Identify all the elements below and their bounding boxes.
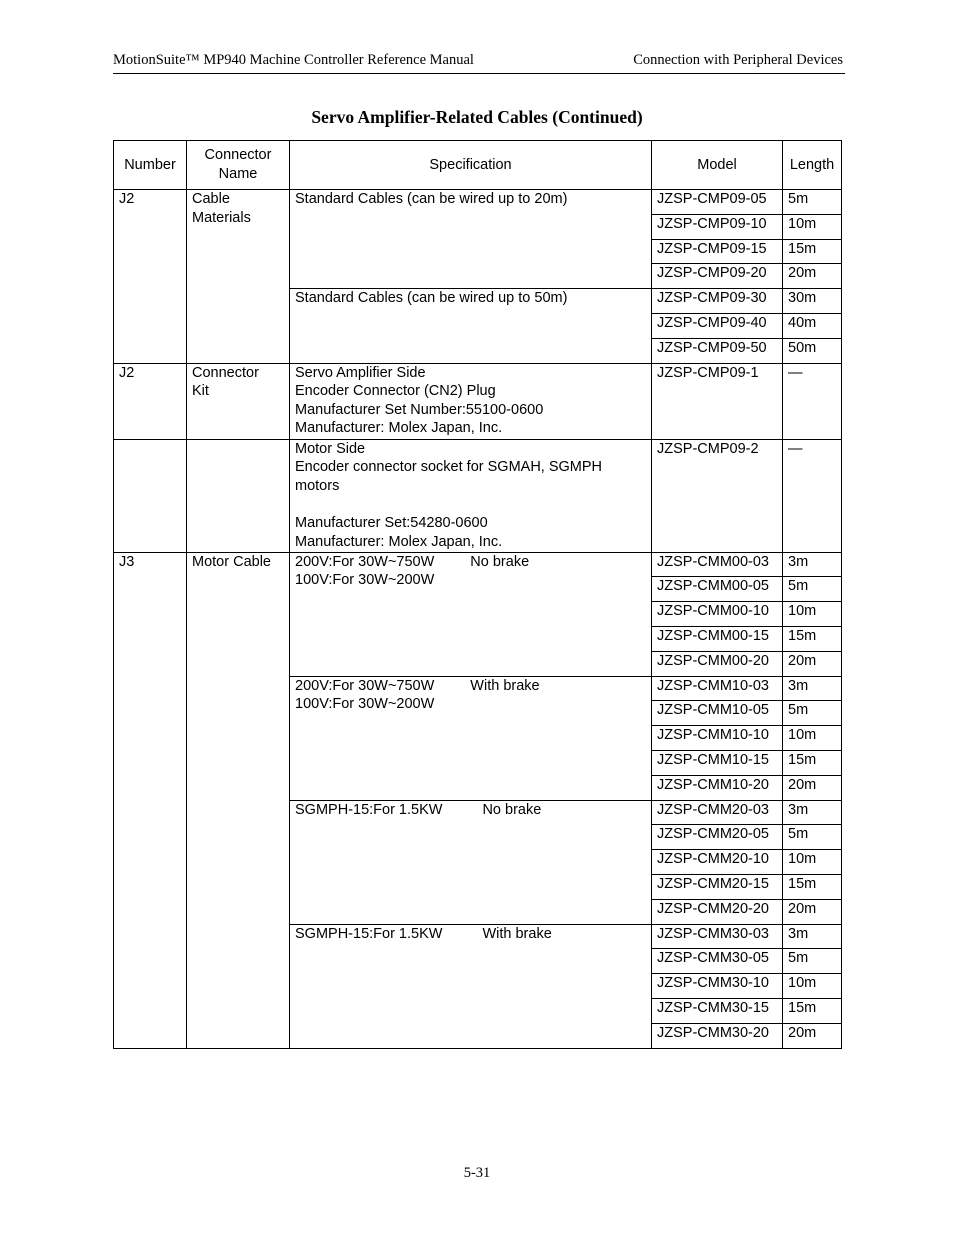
cell-length: 3m	[783, 800, 842, 825]
cell-length: 10m	[783, 974, 842, 999]
table-row	[114, 552, 842, 577]
cell-length: 5m	[783, 825, 842, 850]
cell-length: 10m	[783, 726, 842, 751]
column-header-length: Length	[783, 141, 842, 190]
cell-name-line2: Kit	[192, 383, 209, 400]
cell-number	[114, 439, 187, 552]
cell-length: 50m	[783, 338, 842, 363]
spec-brake: With brake	[470, 677, 540, 694]
column-header-specification: Specification	[290, 141, 652, 190]
cell-length: 3m	[783, 552, 842, 577]
cell-length: 10m	[783, 602, 842, 627]
page-number: 5-31	[463, 1165, 491, 1181]
cell-length: —	[783, 363, 842, 439]
cell-length: 15m	[783, 874, 842, 899]
spec-line: Manufacturer Set:54280-0600	[295, 514, 488, 531]
spec-line: Manufacturer: Molex Japan, Inc.	[295, 533, 503, 550]
cell-connector-name	[187, 363, 290, 439]
cell-specification	[290, 676, 652, 800]
spec-line: 100V:For 30W~200W	[295, 696, 435, 713]
cell-number: J2	[114, 190, 187, 364]
column-header-number: Number	[114, 141, 187, 190]
cell-name-line1: Cable	[192, 191, 230, 207]
spec-brake: No brake	[470, 553, 530, 570]
cell-specification	[290, 800, 652, 924]
spec-line: Servo Amplifier Side	[295, 364, 426, 381]
cell-length: 15m	[783, 239, 842, 264]
cell-model: JZSP-CMM30-20	[652, 1023, 783, 1048]
cell-model: JZSP-CMM00-10	[652, 602, 783, 627]
cell-name-line1: Connector	[192, 364, 259, 381]
cell-length: 5m	[783, 190, 842, 215]
cell-model: JZSP-CMP09-50	[652, 338, 783, 363]
cell-length: 15m	[783, 750, 842, 775]
cell-number: J2	[114, 363, 187, 439]
spec-spacer	[295, 495, 646, 514]
page-header	[113, 50, 845, 74]
cell-length: 40m	[783, 313, 842, 338]
cell-model: JZSP-CMM30-05	[652, 949, 783, 974]
column-header-connector-name	[187, 141, 290, 190]
spec-line: Motor Side	[295, 440, 366, 457]
spec-line: Encoder Connector (CN2) Plug	[295, 383, 496, 400]
cell-model: JZSP-CMM30-03	[652, 924, 783, 949]
cell-model: JZSP-CMM20-20	[652, 899, 783, 924]
cell-model: JZSP-CMP09-30	[652, 289, 783, 314]
spec-line	[295, 553, 646, 572]
spec-voltage: 200V:For 30W~750W	[295, 677, 435, 694]
cell-length: 10m	[783, 214, 842, 239]
cell-model: JZSP-CMM30-15	[652, 998, 783, 1023]
spec-line	[295, 677, 646, 696]
cell-model: JZSP-CMM00-15	[652, 626, 783, 651]
cell-specification	[290, 363, 652, 439]
spec-motor: SGMPH-15:For 1.5KW	[295, 925, 443, 942]
cell-model: JZSP-CMP09-20	[652, 264, 783, 289]
cell-length: 20m	[783, 899, 842, 924]
cell-model: JZSP-CMM10-03	[652, 676, 783, 701]
table-row	[114, 190, 842, 215]
cell-length: —	[783, 439, 842, 552]
cell-connector-name: Motor Cable	[187, 552, 290, 1048]
spec-motor: SGMPH-15:For 1.5KW	[295, 801, 443, 818]
cell-model: JZSP-CMM10-10	[652, 726, 783, 751]
cell-model: JZSP-CMP09-15	[652, 239, 783, 264]
cell-model: JZSP-CMM10-15	[652, 750, 783, 775]
cell-specification	[290, 552, 652, 676]
cell-model: JZSP-CMM30-10	[652, 974, 783, 999]
table-header-row	[114, 141, 842, 190]
cell-model: JZSP-CMP09-10	[652, 214, 783, 239]
cell-specification	[290, 924, 652, 1048]
cell-model: JZSP-CMP09-40	[652, 313, 783, 338]
cell-specification: Standard Cables (can be wired up to 50m)	[290, 289, 652, 363]
cell-length: 5m	[783, 949, 842, 974]
cell-length: 20m	[783, 651, 842, 676]
cell-length: 3m	[783, 676, 842, 701]
cell-length: 10m	[783, 850, 842, 875]
cell-length: 20m	[783, 775, 842, 800]
cell-model: JZSP-CMM10-05	[652, 701, 783, 726]
cell-model: JZSP-CMM20-10	[652, 850, 783, 875]
column-header-model: Model	[652, 141, 783, 190]
header-manual-title: MotionSuite™ MP940 Machine Controller Reference Manual	[113, 52, 474, 68]
cell-model: JZSP-CMM20-03	[652, 800, 783, 825]
cell-model: JZSP-CMM00-20	[652, 651, 783, 676]
cell-length: 20m	[783, 264, 842, 289]
table-title: Servo Amplifier-Related Cables (Continued)	[311, 107, 643, 127]
column-header-connector-line2: Name	[218, 166, 258, 182]
cell-model: JZSP-CMM20-05	[652, 825, 783, 850]
cell-length: 5m	[783, 577, 842, 602]
spec-line	[295, 801, 646, 820]
cell-model: JZSP-CMP09-2	[652, 439, 783, 552]
cell-model: JZSP-CMM10-20	[652, 775, 783, 800]
cell-model: JZSP-CMM20-15	[652, 874, 783, 899]
spec-line: Encoder connector socket for SGMAH, SGMPH	[295, 459, 603, 476]
spec-line: Manufacturer Set Number:55100-0600	[295, 401, 544, 418]
cell-length: 15m	[783, 626, 842, 651]
spec-line: 100V:For 30W~200W	[295, 572, 435, 589]
cell-model: JZSP-CMP09-05	[652, 190, 783, 215]
cell-model: JZSP-CMM00-05	[652, 577, 783, 602]
table-row	[114, 363, 842, 439]
spec-line	[295, 925, 646, 944]
cell-length: 5m	[783, 701, 842, 726]
spec-voltage: 200V:For 30W~750W	[295, 553, 435, 570]
cell-connector-name	[187, 190, 290, 364]
table-row	[114, 439, 842, 552]
cell-length: 3m	[783, 924, 842, 949]
cell-length: 30m	[783, 289, 842, 314]
spec-line: motors	[295, 477, 340, 494]
cell-model: JZSP-CMP09-1	[652, 363, 783, 439]
cell-name-line2: Materials	[192, 209, 251, 226]
cell-number: J3	[114, 552, 187, 1048]
cell-model: JZSP-CMM00-03	[652, 552, 783, 577]
cell-length: 15m	[783, 998, 842, 1023]
column-header-connector-line1: Connector	[204, 147, 272, 164]
spec-brake: No brake	[482, 801, 542, 818]
cell-specification: Standard Cables (can be wired up to 20m)	[290, 190, 652, 289]
spec-line: Manufacturer: Molex Japan, Inc.	[295, 420, 503, 437]
cell-specification	[290, 439, 652, 552]
cables-table	[113, 140, 842, 1049]
cell-connector-name	[187, 439, 290, 552]
header-section-title: Connection with Peripheral Devices	[633, 52, 843, 68]
cell-length: 20m	[783, 1023, 842, 1048]
spec-brake: With brake	[482, 925, 552, 942]
